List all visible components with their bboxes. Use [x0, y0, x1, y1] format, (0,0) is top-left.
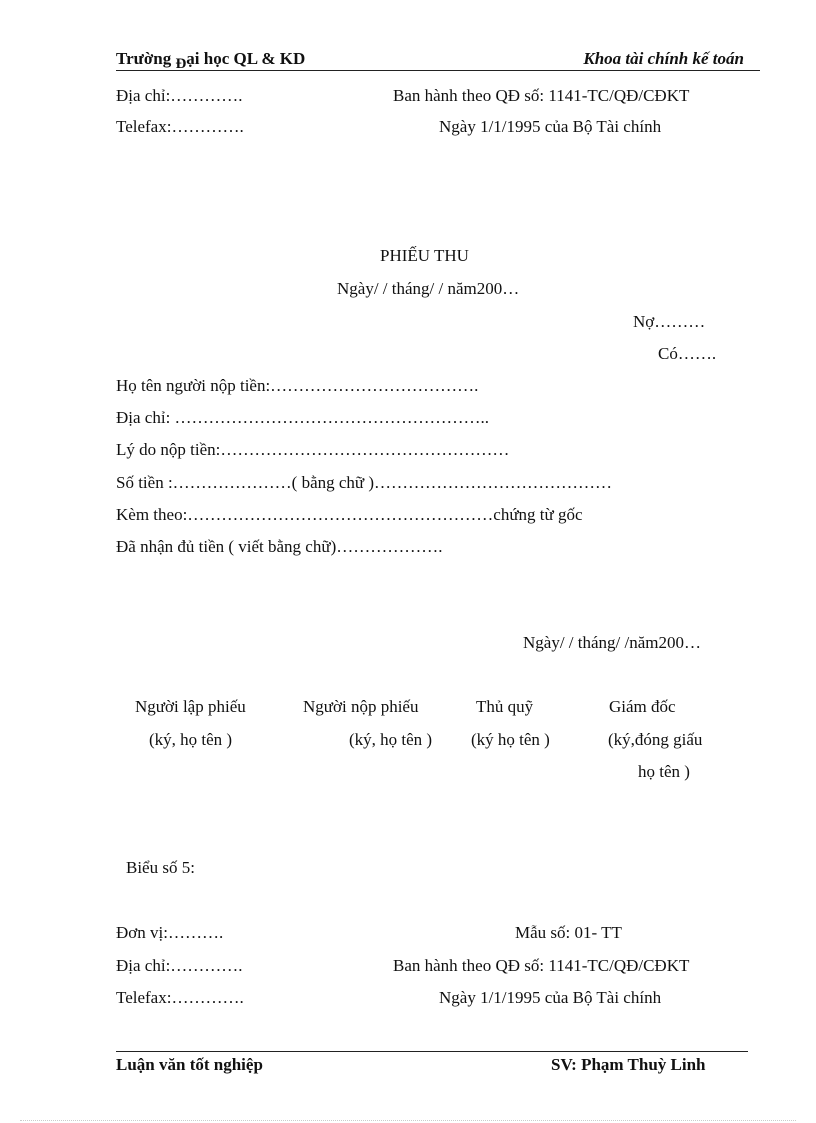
- header-faculty: Khoa tài chính kế toán: [583, 49, 744, 68]
- header-school-prefix: Trường: [116, 49, 176, 68]
- header-school-sub: Đ: [175, 56, 187, 72]
- payer-address-field: Địa chỉ: ………………………………………………..: [116, 408, 490, 427]
- received-field: Đã nhận đủ tiền ( viết bằng chữ)……………….: [116, 537, 443, 556]
- header-school-suffix: ại học QL & KD: [186, 49, 306, 68]
- attached-field: Kèm theo:………………………………………………chứng từ gốc: [116, 505, 583, 524]
- debit-field: Nợ………: [633, 312, 706, 331]
- top-regulation: Ban hành theo QĐ số: 1141-TC/QĐ/CĐKT: [393, 86, 690, 105]
- page-edge: [20, 1120, 796, 1121]
- top-address: Địa chỉ:………….: [116, 86, 243, 105]
- preparer-title: Người lập phiếu: [135, 697, 246, 716]
- footer-thesis: Luận văn tốt nghiệp: [116, 1055, 263, 1074]
- receipt-date: Ngày/ / tháng/ / năm200…: [337, 279, 520, 298]
- cashier-note: (ký họ tên ): [471, 730, 550, 749]
- footer-student: SV: Phạm Thuỳ Linh: [551, 1055, 706, 1074]
- header-rule: [116, 70, 760, 71]
- cashier-title: Thủ quỹ: [476, 697, 534, 716]
- bottom-regulation: Ban hành theo QĐ số: 1141-TC/QĐ/CĐKT: [393, 956, 690, 975]
- preparer-note: (ký, họ tên ): [149, 730, 233, 749]
- amount-field: Số tiền :…………………( bằng chữ )……………………………………: [116, 473, 613, 492]
- top-telefax: Telefax:………….: [116, 117, 244, 136]
- footer-rule: [116, 1051, 748, 1052]
- payer-title: Người nộp phiếu: [303, 697, 419, 716]
- director-note-1: (ký,đóng giấu: [608, 730, 703, 749]
- credit-field: Có…….: [658, 344, 717, 363]
- bottom-address: Địa chỉ:………….: [116, 956, 243, 975]
- form-label: Biểu số 5:: [126, 858, 195, 877]
- bottom-form-number: Mẫu số: 01- TT: [515, 923, 622, 942]
- sign-date: Ngày/ / tháng/ /năm200…: [523, 633, 702, 652]
- director-note-2: họ tên ): [638, 762, 690, 781]
- receipt-title: PHIẾU THU: [380, 246, 469, 265]
- bottom-date: Ngày 1/1/1995 của Bộ Tài chính: [439, 988, 662, 1007]
- director-title: Giám đốc: [609, 697, 676, 716]
- payer-name-field: Họ tên người nộp tiền:……………………………….: [116, 376, 479, 395]
- reason-field: Lý do nộp tiền:……………………………………………: [116, 440, 510, 459]
- bottom-telefax: Telefax:………….: [116, 988, 244, 1007]
- top-date: Ngày 1/1/1995 của Bộ Tài chính: [439, 117, 662, 136]
- payer-note: (ký, họ tên ): [349, 730, 433, 749]
- bottom-unit: Đơn vị:……….: [116, 923, 224, 942]
- header-school: [116, 49, 306, 72]
